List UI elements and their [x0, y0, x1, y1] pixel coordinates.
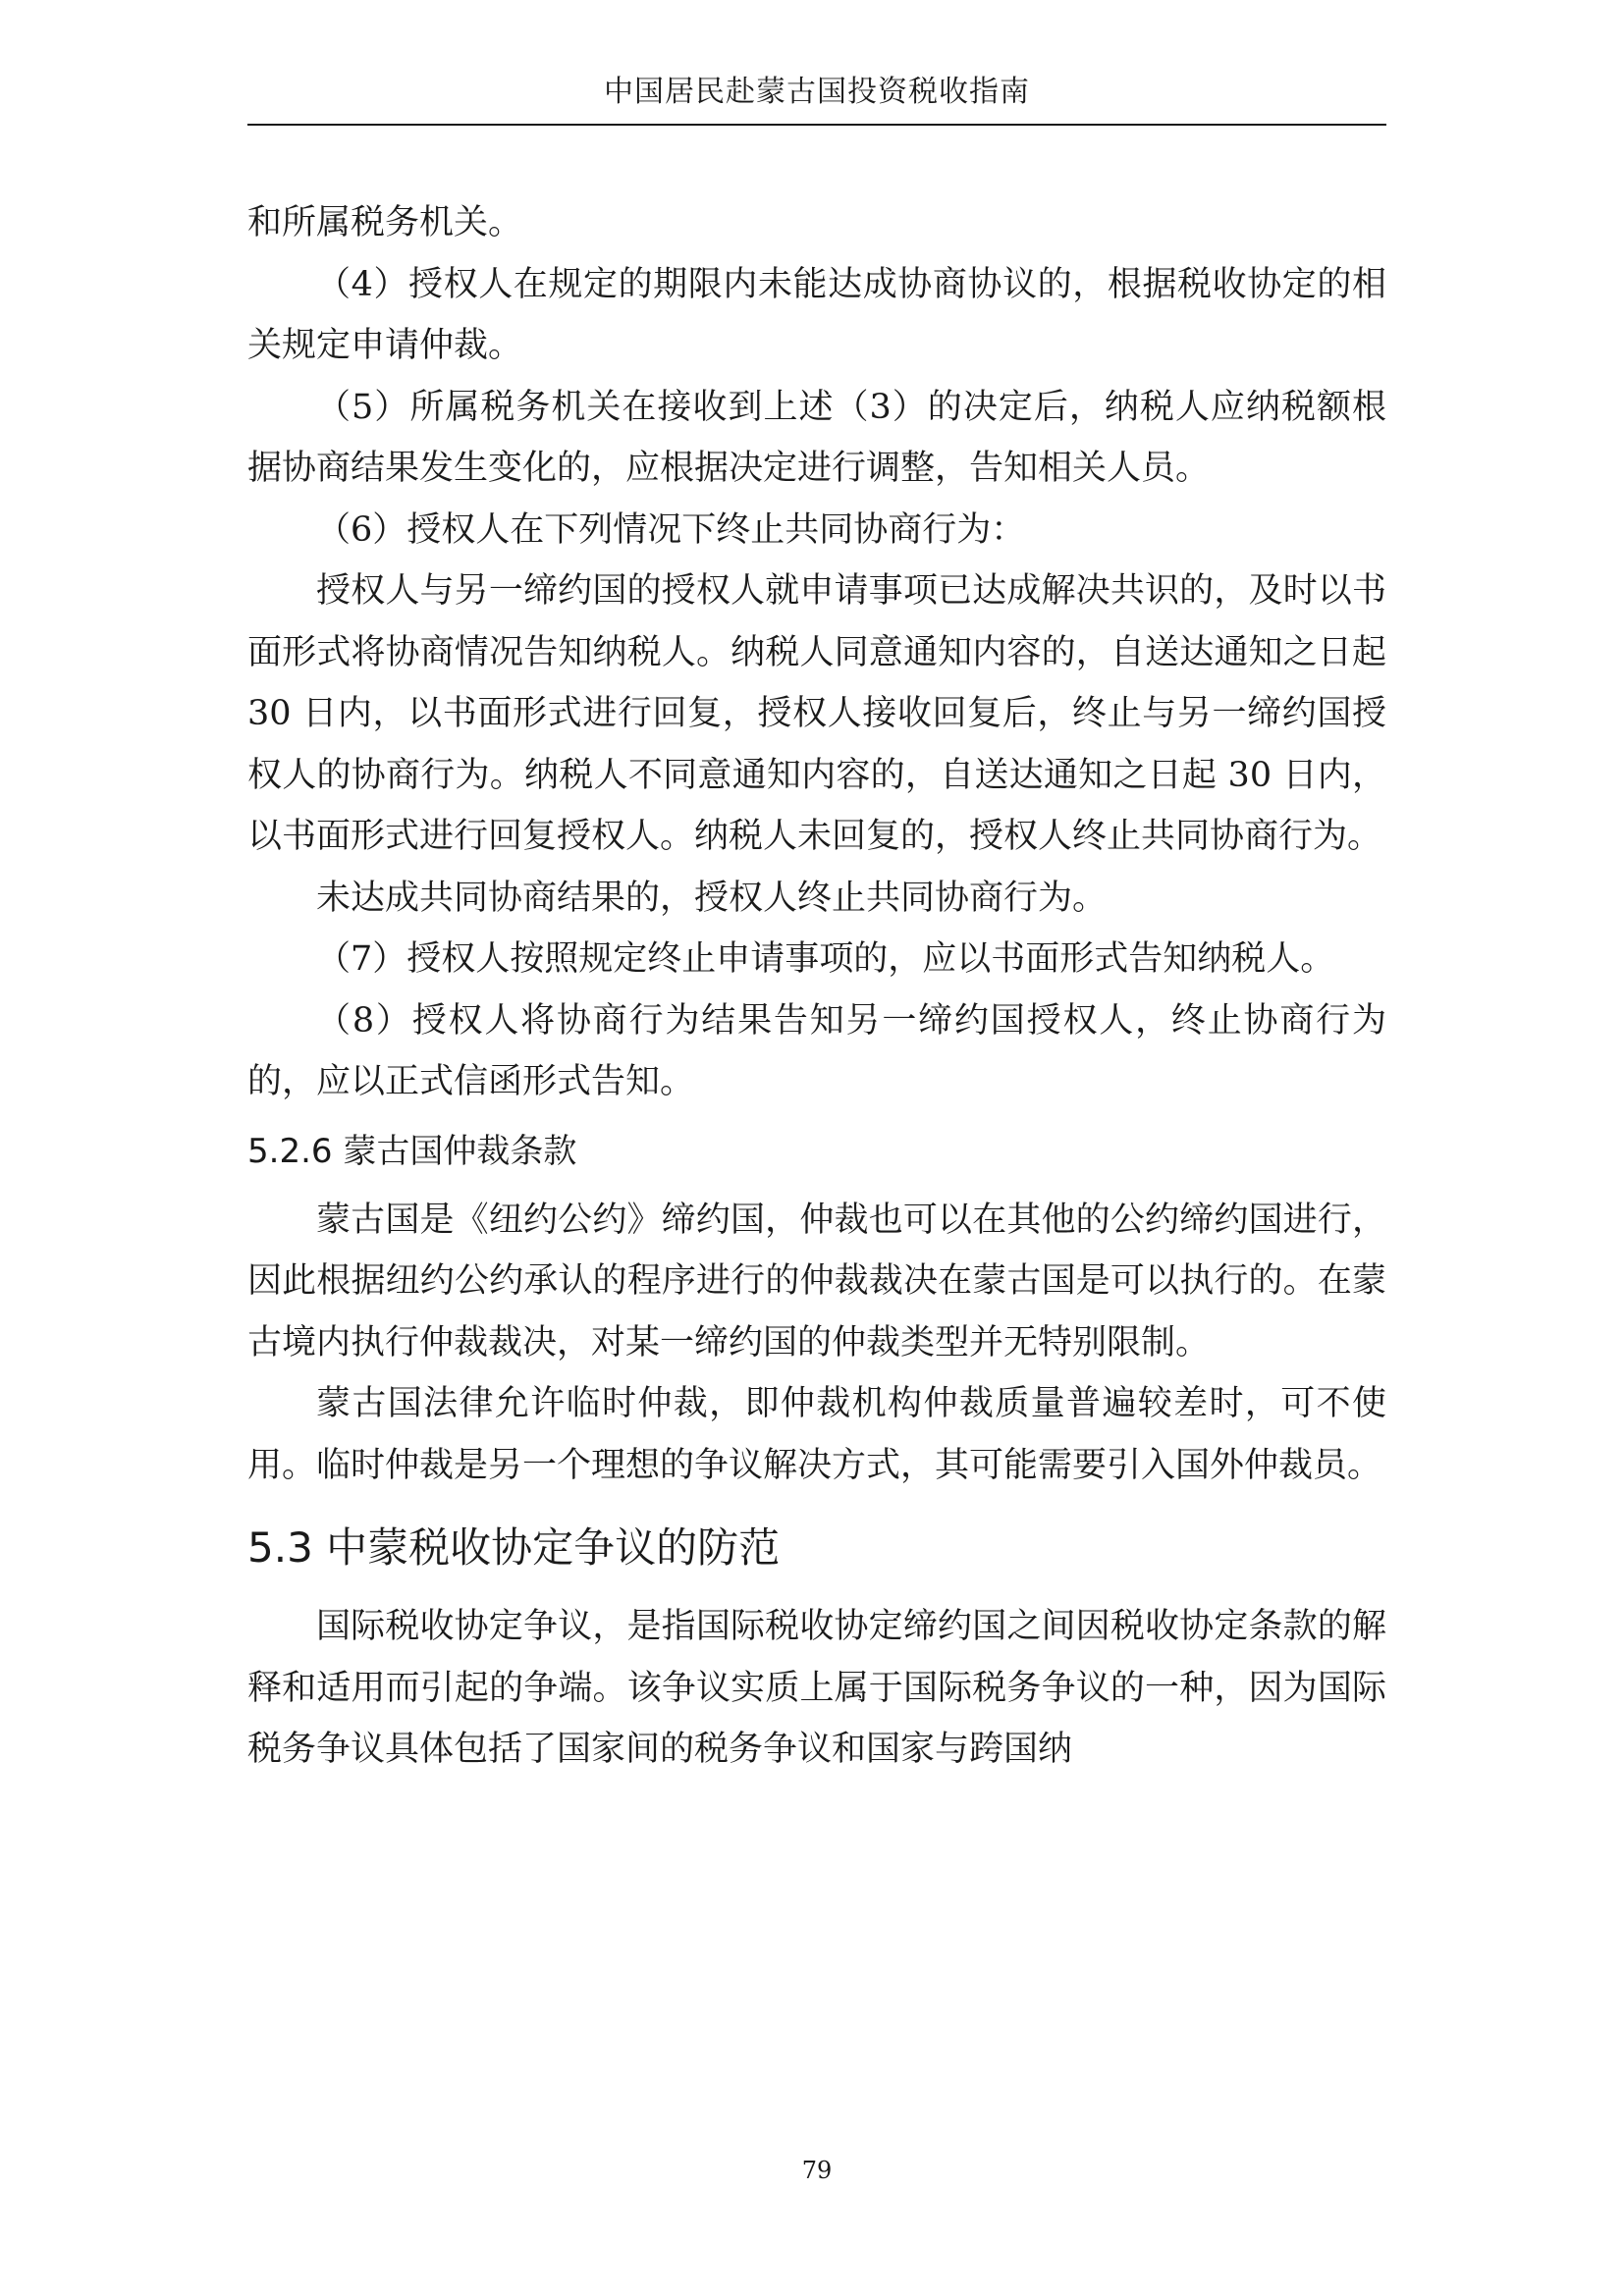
body-paragraph: 和所属税务机关。 — [247, 203, 523, 242]
body-paragraph: （6）授权人在下列情况下终止共同协商行为： — [316, 509, 1026, 550]
body-paragraph: 授权人与另一缔约国的授权人就申请事项已达成解决共识的，及时以书面形式将协商情况告知纳税人。纳税人同意通知内容的，自送达通知之日起 30 日内，以书面形式进行回复，授权人接收回复后，终止与另一缔约国授权人的协商行为。纳税人不同意通知内容的，自送达通知之日起 30 日内，以书面形式进行回复授权人。纳税人未回复的，授权人终止共同协商行为。 — [247, 571, 1386, 856]
body-paragraph: 蒙古国法律允许临时仲裁，即仲裁机构仲裁质量普遍较差时，可不使用。临时仲裁是另一个理想的争议解决方式，其可能需要引入国外仲裁员。 — [247, 1384, 1386, 1485]
body-paragraph: 蒙古国是《纽约公约》缔约国，仲裁也可以在其他的公约缔约国进行，因此根据纽约公约承认的程序进行的仲裁裁决在蒙古国是可以执行的。在蒙古境内执行仲裁裁决，对某一缔约国的仲裁类型并无特别限制。 — [247, 1200, 1386, 1362]
body-paragraph: （8）授权人将协商行为结果告知另一缔约国授权人，终止协商行为的，应以正式信函形式告知。 — [247, 1000, 1386, 1101]
page-number: 79 — [801, 2157, 833, 2184]
header-divider — [247, 124, 1386, 126]
body-paragraph: （7）授权人按照规定终止申请事项的，应以书面形式告知纳税人。 — [316, 939, 1335, 979]
section-heading: 5.3 中蒙税收协定争议的防范 — [247, 1523, 781, 1572]
body-paragraph: 未达成共同协商结果的，授权人终止共同协商行为。 — [316, 878, 1108, 918]
body-paragraph: 国际税收协定争议，是指国际税收协定缔约国之间因税收协定条款的解释和适用而引起的争端。该争议实质上属于国际税务争议的一种，因为国际税务争议具体包括了国家间的税务争议和国家与跨国纳 — [247, 1607, 1386, 1769]
body-paragraph: （4）授权人在规定的期限内未能达成协商协议的，根据税收协定的相关规定申请仲裁。 — [247, 264, 1386, 365]
body-paragraph: （5）所属税务机关在接收到上述（3）的决定后，纳税人应纳税额根据协商结果发生变化的，应根据决定进行调整，告知相关人员。 — [247, 387, 1386, 488]
page-body — [247, 192, 1386, 1781]
subsection-heading: 5.2.6 蒙古国仲裁条款 — [247, 1131, 577, 1171]
running-header: 中国居民赴蒙古国投资税收指南 — [604, 75, 1030, 109]
